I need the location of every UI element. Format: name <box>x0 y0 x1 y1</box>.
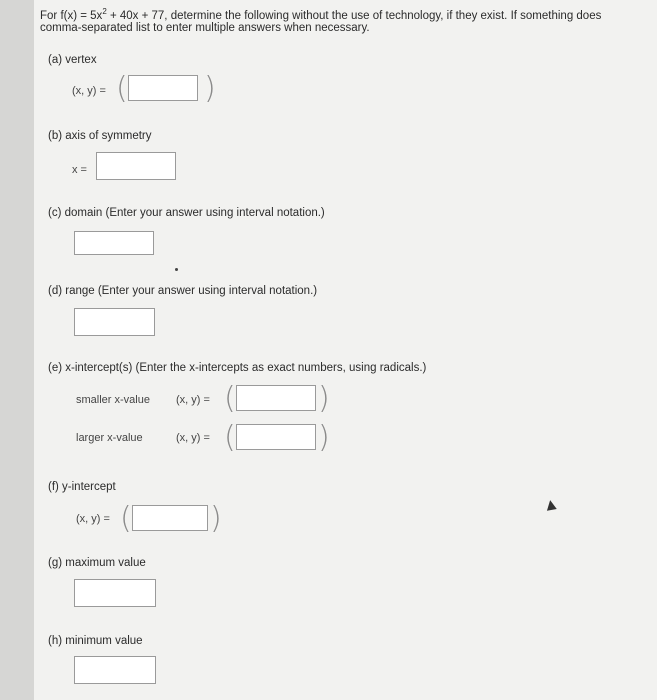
smaller-prefix: (x, y) = <box>176 394 210 406</box>
question-page <box>34 0 657 700</box>
smaller-right-paren: ) <box>318 381 330 416</box>
y-intercept-input[interactable] <box>132 505 208 531</box>
stray-dot <box>175 268 178 271</box>
part-c-label: (c) domain (Enter your answer using interval notation.) <box>48 207 325 219</box>
smaller-x-intercept-input[interactable] <box>236 385 316 411</box>
larger-x-label: larger x-value <box>76 432 143 444</box>
part-h-label: (h) minimum value <box>48 635 143 647</box>
part-e-label: (e) x-intercept(s) (Enter the x-intercepts as exact numbers, using radicals.) <box>48 362 427 374</box>
y-intercept-prefix: (x, y) = <box>76 513 110 525</box>
larger-right-paren: ) <box>318 420 330 455</box>
part-a-label: (a) vertex <box>48 54 97 66</box>
maximum-value-input[interactable] <box>74 579 156 607</box>
axis-of-symmetry-input[interactable] <box>96 152 176 180</box>
smaller-left-paren: ( <box>224 381 236 416</box>
mouse-cursor-icon <box>545 499 557 511</box>
part-b-label: (b) axis of symmetry <box>48 130 152 142</box>
larger-prefix: (x, y) = <box>176 432 210 444</box>
vertex-prefix: (x, y) = <box>72 85 106 97</box>
minimum-value-input[interactable] <box>74 656 156 684</box>
larger-x-intercept-input[interactable] <box>236 424 316 450</box>
range-input[interactable] <box>74 308 155 336</box>
vertex-left-paren: ( <box>116 71 128 106</box>
larger-left-paren: ( <box>224 420 236 455</box>
domain-input[interactable] <box>74 231 154 255</box>
axis-prefix: x = <box>72 164 87 176</box>
vertex-right-paren: ) <box>204 71 216 106</box>
part-g-label: (g) maximum value <box>48 557 146 569</box>
intro-exponent: 2 <box>102 7 107 16</box>
y-intercept-right-paren: ) <box>210 501 222 536</box>
y-intercept-left-paren: ( <box>120 501 132 536</box>
part-d-label: (d) range (Enter your answer using interval notation.) <box>48 285 318 297</box>
question-intro-line2: comma-separated list to enter multiple answers when necessary. <box>40 22 370 34</box>
part-f-label: (f) y-intercept <box>48 481 116 493</box>
intro-text-b: + 40x + 77, determine the following without the use of technology, if they exist. If something does <box>106 9 602 22</box>
smaller-x-label: smaller x-value <box>76 394 150 406</box>
intro-text-a: For f(x) = 5x <box>40 9 103 22</box>
vertex-input[interactable] <box>128 75 198 101</box>
